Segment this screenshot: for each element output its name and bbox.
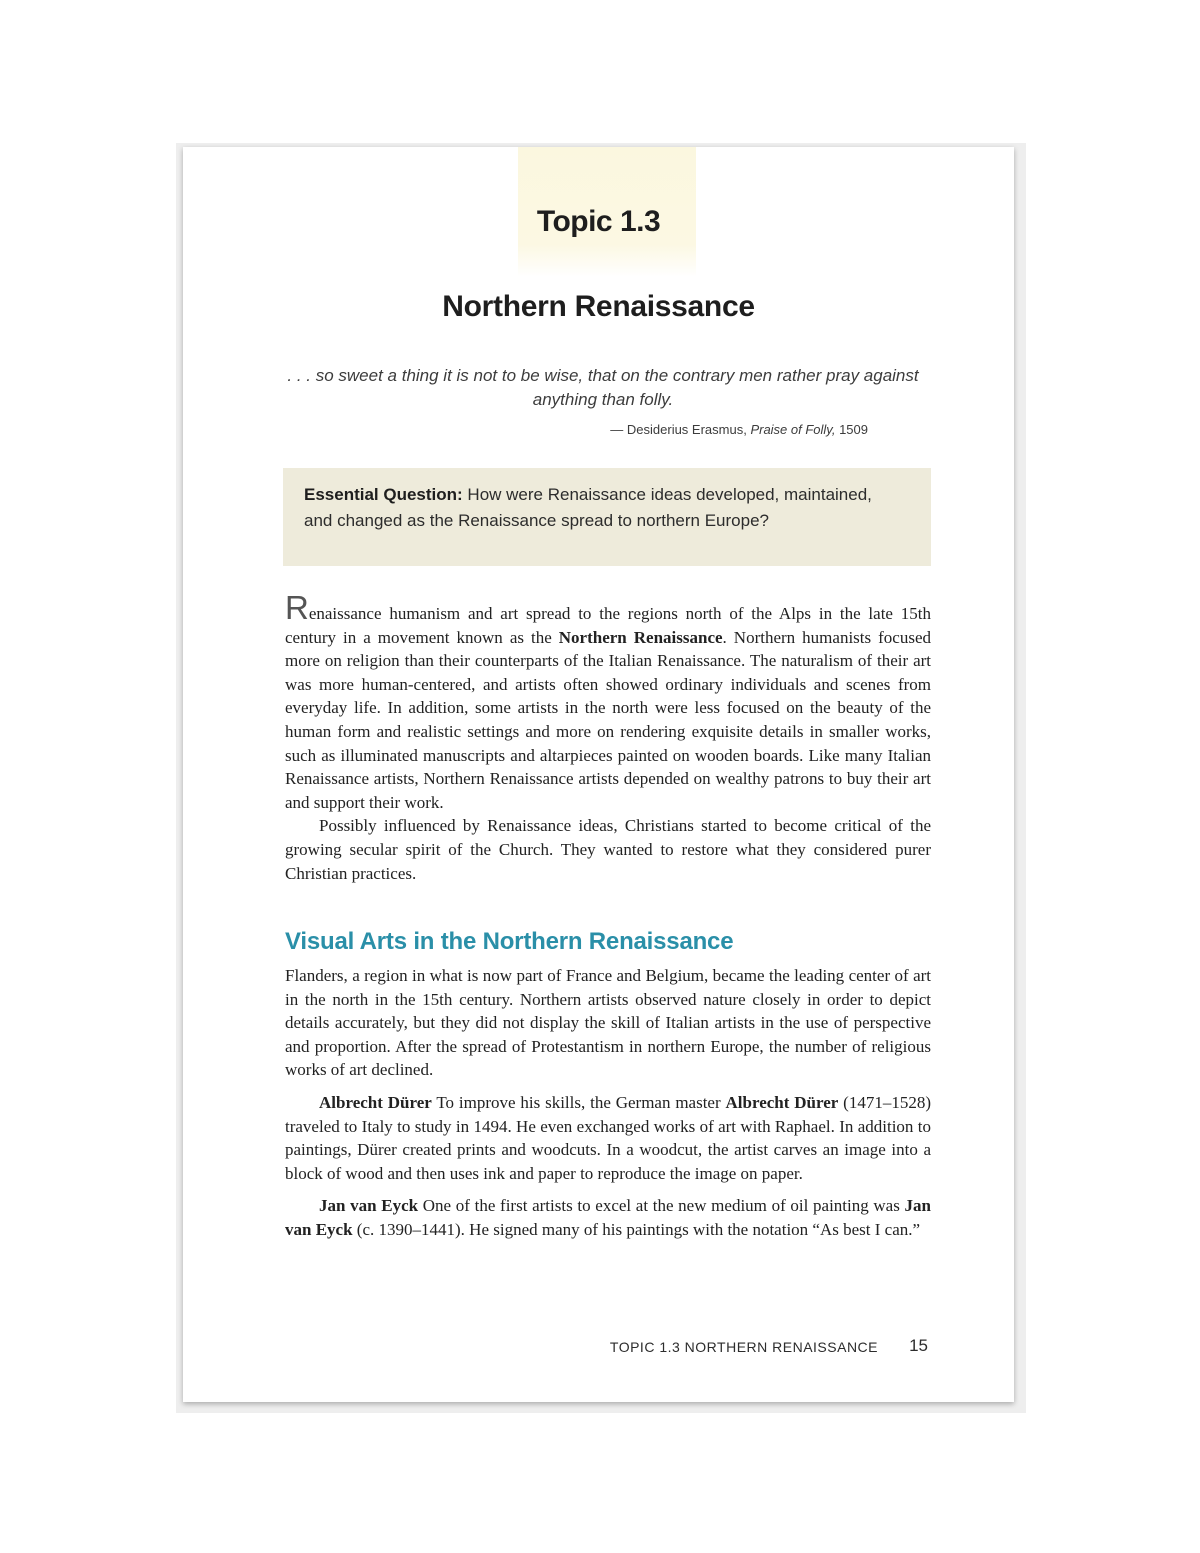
durer-paragraph <box>285 1091 931 1185</box>
page-title: Northern Renaissance <box>442 290 755 323</box>
textbook-page <box>183 147 1014 1402</box>
essential-question-text <box>304 482 904 534</box>
attribution-work: Praise of Folly, <box>750 422 836 437</box>
essential-question-label: Essential Question: <box>304 485 463 504</box>
epigraph-quote: . . . so sweet a thing it is not to be wise, that on the contrary men rather pray against anything than folly. <box>287 366 919 409</box>
van-eyck-run-in-head: Jan van Eyck <box>319 1196 419 1216</box>
durer-text-b: (1471–1528) traveled to Italy to study in 1494. He even exchanged works of art with Raphael. In addition to paintings, Dürer created prints and woodcuts. In a woodcut, the artist carves an image into a block of wood and then uses ink and paper to reproduce the image on paper. <box>285 1092 931 1183</box>
intro-text-a: enaissance humanism and art spread to the regions north of the Alps in the late 15th century in a movement known as the <box>285 604 931 647</box>
intro-section <box>285 589 931 885</box>
intro-paragraph-2: Possibly influenced by Renaissance ideas, Christians started to become critical of the growing secular spirit of the Church. They wanted to restore what they considered purer Christian practices. <box>285 816 931 883</box>
page-number: 15 <box>909 1336 928 1355</box>
durer-text-a: To improve his skills, the German master <box>431 1092 726 1112</box>
attribution-author: — Desiderius Erasmus, <box>610 422 751 437</box>
drop-cap: R <box>285 589 309 626</box>
essential-question-body: How were Renaissance ideas developed, maintained, and changed as the Renaissance spread to northern Europe? <box>304 485 872 530</box>
attribution-year: 1509 <box>835 422 868 437</box>
key-term-northern-renaissance: Northern Renaissance <box>558 627 723 647</box>
durer-run-in-head: Albrecht Dürer <box>319 1092 432 1112</box>
section-heading: Visual Arts in the Northern Renaissance <box>285 928 734 955</box>
topic-label: Topic 1.3 <box>536 205 661 238</box>
essential-question-box <box>283 468 931 566</box>
intro-paragraph-1 <box>285 589 931 814</box>
epigraph-attribution <box>610 422 868 437</box>
visual-arts-paragraph: Flanders, a region in what is now part of France and Belgium, became the leading center of art in the north in the 15th century. Northern artists observed nature closely in order to depict details accurately, but they did not display the skill of Italian artists in the use of perspective and proportion. After the spread of Protestantism in northern Europe, the number of religious works of art declined. <box>285 966 931 1080</box>
van-eyck-paragraph <box>285 1194 931 1241</box>
key-term-van-eyck: Jan van Eyck <box>285 1196 931 1239</box>
van-eyck-text-a: One of the first artists to excel at the new medium of oil painting was <box>418 1196 905 1216</box>
visual-arts-section <box>285 964 931 1242</box>
key-term-durer: Albrecht Dürer <box>725 1092 839 1112</box>
intro-text-b: . Northern humanists focused more on religion than their counterparts of the Italian Renaissance. The naturalism of their art was more human-centered, and artists often showed ordinary individuals and scenes from everyday life. In addition, some artists in the north were less focused on the beauty of the human form and realistic settings and more on rendering exquisite details in smaller works, such as illuminated manuscripts and altarpieces painted on wooden boards. Like many Italian Renaissance artists, Northern Renaissance artists depended on wealthy patrons to buy their art and support their work. <box>285 627 931 812</box>
running-footer: TOPIC 1.3 NORTHERN RENAISSANCE <box>609 1339 878 1355</box>
van-eyck-text-b: (c. 1390–1441). He signed many of his paintings with the notation “As best I can.” <box>352 1219 921 1239</box>
